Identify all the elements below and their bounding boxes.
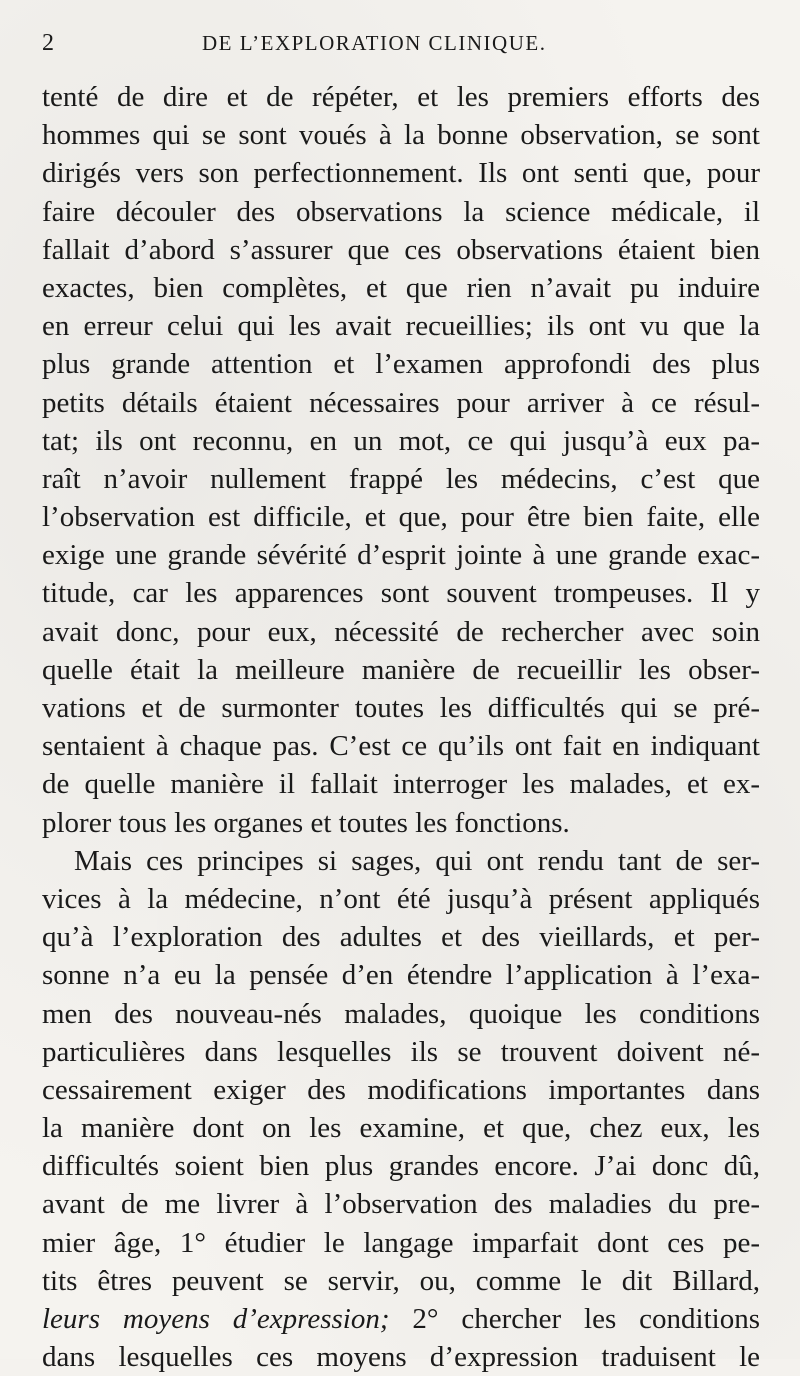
text-line: tenté de dire et de répéter, et les premiers efforts des — [42, 81, 760, 113]
text-line: qu’à l’exploration des adultes et des vieillards, et per- — [42, 921, 760, 954]
page-number: 2 — [42, 30, 55, 56]
running-head — [42, 30, 760, 72]
text-line-paragraph-end: plorer tous les organes et toutes les fonctions. — [42, 806, 570, 839]
text-line: raît n’avoir nullement frappé les médecins, c’est que — [42, 462, 760, 495]
text-line: exactes, bien complètes, et que rien n’avait pu induire — [42, 271, 760, 304]
italic-phrase: leurs moyens d’expression; — [42, 1303, 390, 1335]
text-line-mixed — [42, 1300, 760, 1338]
body-text — [42, 78, 760, 1376]
running-head-title: DE L’EXPLORATION CLINIQUE. — [202, 31, 547, 55]
text-line: exige une grande sévérité d’esprit jointe à une grande exac- — [42, 539, 760, 572]
text-line: fallait d’abord s’assurer que ces observations étaient bien — [42, 233, 760, 266]
text-line-paragraph-start: Mais ces principes si sages, qui ont rendu tant de ser- — [74, 844, 760, 877]
text-line: sonne n’a eu la pensée d’en étendre l’application à l’exa- — [42, 959, 760, 992]
text-line: avant de me livrer à l’observation des maladies du pre- — [42, 1188, 760, 1221]
text-line: mier âge, 1° étudier le langage imparfait dont ces pe- — [42, 1226, 760, 1259]
text-line: petits détails étaient nécessaires pour arriver à ce résul- — [42, 386, 760, 419]
text-line: la manière dont on les examine, et que, chez eux, les — [42, 1112, 760, 1145]
text-line: faire découler des observations la science médicale, il — [42, 195, 760, 228]
text-line: quelle était la meilleure manière de recueillir les obser- — [42, 653, 760, 686]
text-line: sentaient à chaque pas. C’est ce qu’ils ont fait en indiquant — [42, 730, 760, 763]
text-line: avait donc, pour eux, nécessité de rechercher avec soin — [42, 615, 760, 648]
text-line: de quelle manière il fallait interroger les malades, et ex- — [42, 768, 760, 801]
text-line: particulières dans lesquelles ils se trouvent doivent né- — [42, 1035, 760, 1068]
text-line: difficultés soient bien plus grandes encore. J’ai donc dû, — [42, 1150, 760, 1183]
text-line: tits êtres peuvent se servir, ou, comme le dit Billard, — [42, 1264, 760, 1297]
text-line: hommes qui se sont voués à la bonne observation, se sont — [42, 119, 760, 152]
text-line: dans lesquelles ces moyens d’expression traduisent le — [42, 1341, 760, 1374]
text-line: vations et de surmonter toutes les difficultés qui se pré- — [42, 692, 760, 724]
text-line: titude, car les apparences sont souvent trompeuses. Il y — [42, 577, 760, 610]
text-line: tat; ils ont reconnu, en un mot, ce qui jusqu’à eux pa- — [42, 424, 760, 457]
text-line: cessairement exiger des modifications importantes dans — [42, 1073, 760, 1106]
text-line: men des nouveau-nés malades, quoique les conditions — [42, 997, 760, 1030]
text-run: 2° chercher les conditions — [389, 1303, 760, 1335]
text-line: dirigés vers son perfectionnement. Ils ont senti que, pour — [42, 157, 760, 190]
text-line: en erreur celui qui les avait recueillies; ils ont vu que la — [42, 310, 760, 343]
text-line: vices à la médecine, n’ont été jusqu’à présent appliqués — [42, 882, 760, 915]
text-line: plus grande attention et l’examen approfondi des plus — [42, 348, 760, 381]
text-line: l’observation est difficile, et que, pour être bien faite, elle — [42, 501, 760, 534]
